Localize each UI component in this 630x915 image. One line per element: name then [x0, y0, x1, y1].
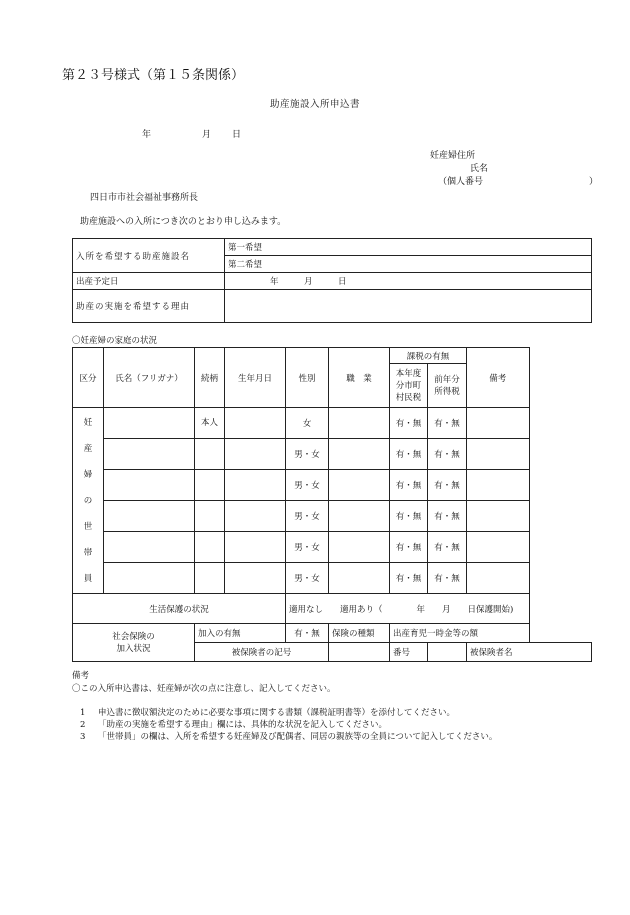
member-name-field[interactable] — [104, 408, 195, 439]
applicant-block — [430, 150, 598, 189]
member-tax-prev[interactable]: 有・無 — [428, 470, 467, 501]
member-tax-prev[interactable]: 有・無 — [428, 563, 467, 594]
date-year-label: 年 — [142, 130, 152, 140]
member-tax-prev[interactable]: 有・無 — [428, 408, 467, 439]
member-relation[interactable] — [195, 439, 225, 470]
member-remarks-field[interactable] — [467, 501, 529, 532]
intro-text: 助産施設への入所につき次のとおり申し込みます。 — [80, 217, 287, 227]
form-number: 第２３号様式（第１５条関係） — [62, 68, 245, 83]
insurance-enrolled-value[interactable]: 有・無 — [286, 624, 329, 643]
member-tax-current[interactable]: 有・無 — [390, 439, 428, 470]
insured-symbol-label: 被保険者の記号 — [195, 643, 329, 662]
applicant-name-label: 氏名 — [470, 164, 489, 174]
header-tax-group: 課税の有無 — [390, 348, 467, 364]
member-remarks-field[interactable] — [467, 470, 529, 501]
note-item: 2 「助産の実施を希望する理由」欄には、具体的な状況を記入してください。 — [80, 720, 388, 730]
lump-sum-label: 出産育児一時金等の額 — [390, 624, 530, 643]
member-remarks-field[interactable] — [467, 439, 529, 470]
due-date-field[interactable]: 年 月 日 — [225, 273, 592, 290]
member-name-field[interactable] — [104, 470, 195, 501]
member-tax-current[interactable]: 有・無 — [390, 408, 428, 439]
notes-list — [80, 707, 497, 743]
member-tax-current[interactable]: 有・無 — [390, 470, 428, 501]
note-item: 3 「世帯員」の欄は、入所を希望する妊産婦及び配偶者、同居の親族等の全員について記入してください。 — [80, 732, 498, 742]
member-occupation-field[interactable] — [329, 532, 390, 563]
member-occupation-field[interactable] — [329, 408, 390, 439]
member-tax-current[interactable]: 有・無 — [390, 501, 428, 532]
first-choice-field[interactable]: 第一希望 — [225, 239, 592, 256]
member-name-field[interactable] — [104, 563, 195, 594]
member-name-field[interactable] — [104, 532, 195, 563]
header-relation: 続柄 — [195, 348, 225, 408]
member-sex[interactable]: 女 — [286, 408, 329, 439]
member-birthdate-field[interactable] — [225, 470, 286, 501]
request-table — [72, 238, 592, 323]
household-group-label: 妊 産 婦 の 世 帯 員 — [73, 408, 104, 594]
member-occupation-field[interactable] — [329, 563, 390, 594]
member-remarks-field[interactable] — [467, 532, 529, 563]
member-relation[interactable] — [195, 532, 225, 563]
welfare-value[interactable]: 適用なし 適用あり（ 年 月 日保護開始) — [286, 594, 530, 624]
personal-number-label: （個人番号 — [438, 177, 484, 187]
header-remarks: 備考 — [467, 348, 529, 408]
applicant-address-label: 妊産婦住所 — [430, 151, 476, 161]
member-relation[interactable] — [195, 563, 225, 594]
personal-number-close: ） — [588, 177, 598, 187]
reason-field[interactable] — [225, 290, 592, 323]
member-remarks-field[interactable] — [467, 408, 529, 439]
number-label: 番号 — [390, 643, 428, 662]
insurance-type-label: 保険の種類 — [329, 624, 390, 643]
header-category: 区分 — [73, 348, 104, 408]
notes-title: 備考 — [72, 671, 90, 681]
member-sex[interactable]: 男・女 — [286, 501, 329, 532]
member-tax-current[interactable]: 有・無 — [390, 563, 428, 594]
member-occupation-field[interactable] — [329, 439, 390, 470]
member-occupation-field[interactable] — [329, 470, 390, 501]
notes-lead: 〇この入所申込書は、妊産婦が次の点に注意し、記入してください。 — [72, 683, 336, 694]
header-birthdate: 生年月日 — [225, 348, 286, 408]
member-relation[interactable] — [195, 501, 225, 532]
date-day-label: 日 — [232, 130, 242, 140]
member-name-field[interactable] — [104, 501, 195, 532]
member-tax-current[interactable]: 有・無 — [390, 532, 428, 563]
insured-symbol-field[interactable] — [329, 643, 390, 662]
member-remarks-field[interactable] — [467, 563, 529, 594]
member-occupation-field[interactable] — [329, 501, 390, 532]
due-date-label: 出産予定日 — [73, 273, 225, 290]
member-birthdate-field[interactable] — [225, 563, 286, 594]
reason-label: 助産の実施を希望する理由 — [73, 290, 225, 323]
note-item: 1 申込書に徴収額決定のために必要な事項に関する書類（課税証明書等）を添付してください。 — [80, 708, 456, 718]
second-choice-field[interactable]: 第二希望 — [225, 256, 592, 273]
welfare-label: 生活保護の状況 — [73, 594, 286, 624]
document-title: 助産施設入所申込書 — [269, 99, 360, 110]
header-tax-current: 本年度 分市町 村民税 — [390, 364, 428, 408]
addressee: 四日市市社会福祉事務所長 — [90, 193, 199, 203]
notes-block — [72, 670, 336, 695]
member-tax-prev[interactable]: 有・無 — [428, 532, 467, 563]
insured-name-label: 被保険者名 — [467, 643, 592, 662]
member-birthdate-field[interactable] — [225, 439, 286, 470]
member-birthdate-field[interactable] — [225, 408, 286, 439]
date-month-label: 月 — [202, 130, 212, 140]
member-tax-prev[interactable]: 有・無 — [428, 501, 467, 532]
header-sex: 性別 — [286, 348, 329, 408]
member-relation: 本人 — [195, 408, 225, 439]
insured-number-field[interactable] — [428, 643, 467, 662]
facility-label: 入所を希望する助産施設名 — [73, 239, 225, 273]
application-date — [142, 127, 241, 140]
header-tax-prev: 前年分 所得税 — [428, 364, 467, 408]
household-section-title: 〇妊産婦の家庭の状況 — [72, 336, 158, 346]
header-occupation: 職 業 — [329, 348, 390, 408]
member-birthdate-field[interactable] — [225, 532, 286, 563]
member-sex[interactable]: 男・女 — [286, 470, 329, 501]
member-sex[interactable]: 男・女 — [286, 439, 329, 470]
member-sex[interactable]: 男・女 — [286, 563, 329, 594]
insurance-enrolled-label: 加入の有無 — [195, 624, 286, 643]
header-name: 氏名（フリガナ） — [104, 348, 195, 408]
member-name-field[interactable] — [104, 439, 195, 470]
member-relation[interactable] — [195, 470, 225, 501]
household-table — [72, 347, 592, 662]
member-tax-prev[interactable]: 有・無 — [428, 439, 467, 470]
member-birthdate-field[interactable] — [225, 501, 286, 532]
insurance-label: 社会保険の 加入状況 — [73, 624, 195, 662]
member-sex[interactable]: 男・女 — [286, 532, 329, 563]
